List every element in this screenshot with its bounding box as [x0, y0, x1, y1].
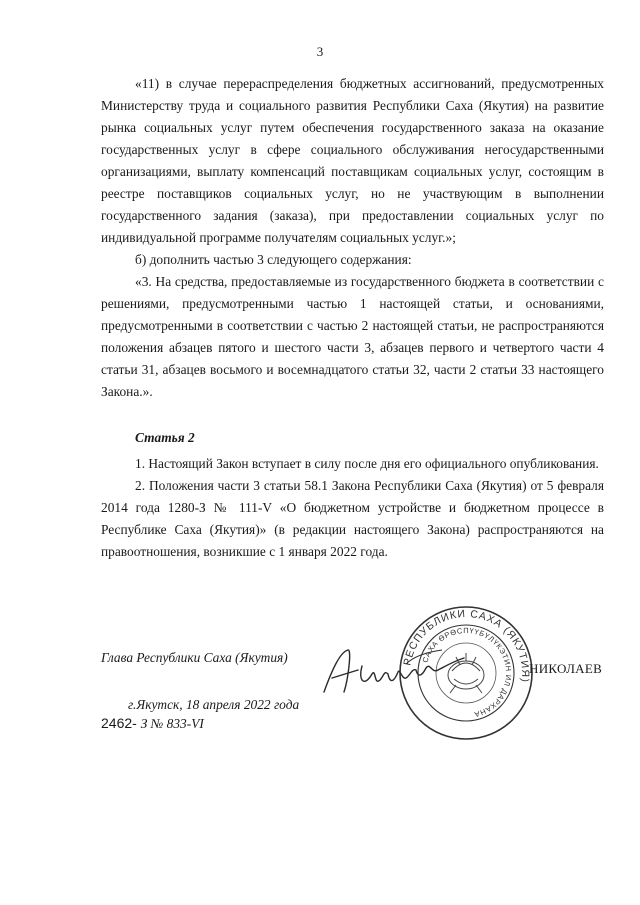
law-number-rest: З № 833-VI — [140, 716, 204, 731]
law-number — [101, 715, 204, 732]
seal-outer-text: РЕСПУБЛИКИ САХА (ЯКУТИЯ) — [401, 607, 532, 684]
page-number: 3 — [316, 44, 324, 59]
article-2 — [101, 427, 604, 563]
law-number-prefix: 2462- — [101, 715, 137, 731]
paragraph-part-3: «3. На средства, предоставляемые из государственного бюджета в соответствии с решениями, предусмотренными частью 1 настоящей статьи, и основаниями, предусмотренными в соответствии с частью 2 настоящей статьи, не распространяются положения абзацев пятого и шестого части 3, абзацев первого и четвертого части 4 статьи 31, абзацев восьмого и восемнадцатого статьи 32, части 2 статьи 33 настоящего Закона.». — [101, 274, 604, 399]
signatory-name: НИКОЛАЕВ — [529, 661, 603, 676]
article-2-paragraph-1: 1. Настоящий Закон вступает в силу после дня его официального опубликования. — [135, 456, 599, 471]
handwritten-signature — [318, 640, 468, 700]
place-and-date: г.Якутск, 18 апреля 2022 года — [128, 697, 300, 712]
amendment-text — [101, 73, 604, 403]
signatory-title: Глава Республики Саха (Якутия) — [101, 650, 288, 665]
seal-inner-text: САХА ӨРӨСПҮҮБҮЛҮКЭТИН ИЛ ДАРХАНА — [420, 625, 514, 720]
article-2-heading: Статья 2 — [135, 430, 195, 445]
article-2-paragraph-2: 2. Положения части 3 статьи 58.1 Закона Республики Саха (Якутия) от 5 февраля 2014 года 1280-З № 111-V «О бюджетном устройстве и бюджетном процессе в Республике Саха (Якутия)» (в редакции настоящего Закона) распространяются на правоотношения, возникшие с 1 января 2022 года. — [101, 478, 604, 559]
paragraph-add-part-3: б) дополнить частью 3 следующего содержания: — [135, 252, 412, 267]
paragraph-item-11: «11) в случае перераспределения бюджетных ассигнований, предусмотренных Министерству труда и социального развития Республики Саха (Якутия) на развитие рынка социальных услуг путем обеспечения государственного заказа на оказание государственных услуг в сфере социального обслуживания негосударственными организациями, выплату компенсаций поставщикам социальных услуг, состоящим в реестре поставщиков социальных услуг, но не участвующим в выполнении государственного задания (заказа), при предоставлении социальных услуг по индивидуальной программе получателям социальных услуг.»; — [101, 76, 604, 245]
